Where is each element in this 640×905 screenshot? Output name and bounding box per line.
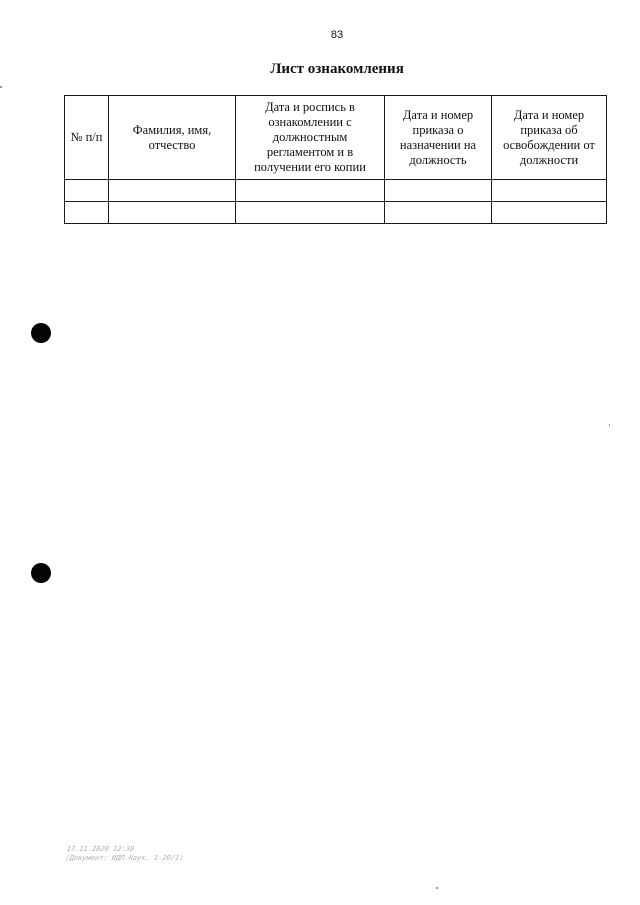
column-header-full-name: Фамилия, имя, отчество — [109, 96, 236, 180]
table-cell — [109, 202, 236, 224]
table-row — [65, 180, 607, 202]
punch-hole-bottom — [31, 563, 51, 583]
table-cell — [236, 202, 385, 224]
scan-speck — [0, 86, 2, 88]
acknowledgment-table — [64, 95, 607, 224]
column-header-number: № п/п — [65, 96, 109, 180]
scan-speck — [609, 424, 610, 426]
table-cell — [65, 202, 109, 224]
faded-stamp — [65, 845, 186, 863]
table-cell — [109, 180, 236, 202]
table-cell — [236, 180, 385, 202]
scan-speck — [436, 887, 438, 889]
page-number: 83 — [330, 29, 344, 41]
column-header-dismissal-order: Дата и номер приказа об освобождении от должности — [492, 96, 607, 180]
table-cell — [385, 180, 492, 202]
stamp-line-1: 17.11.2020 12:30 — [66, 845, 135, 853]
stamp-line-2: (Документ: ИДП.Наук. 1-20/1) — [64, 854, 185, 862]
table-cell — [65, 180, 109, 202]
table-row — [65, 202, 607, 224]
table-header-row — [65, 96, 607, 180]
column-header-signature-date: Дата и роспись в ознакомлении с должностным регламентом и в получении его копии — [236, 96, 385, 180]
punch-hole-top — [31, 323, 51, 343]
table-cell — [492, 180, 607, 202]
column-header-appointment-order: Дата и номер приказа о назначении на должность — [385, 96, 492, 180]
table-cell — [492, 202, 607, 224]
table-cell — [385, 202, 492, 224]
page-title: Лист ознакомления — [270, 61, 404, 77]
